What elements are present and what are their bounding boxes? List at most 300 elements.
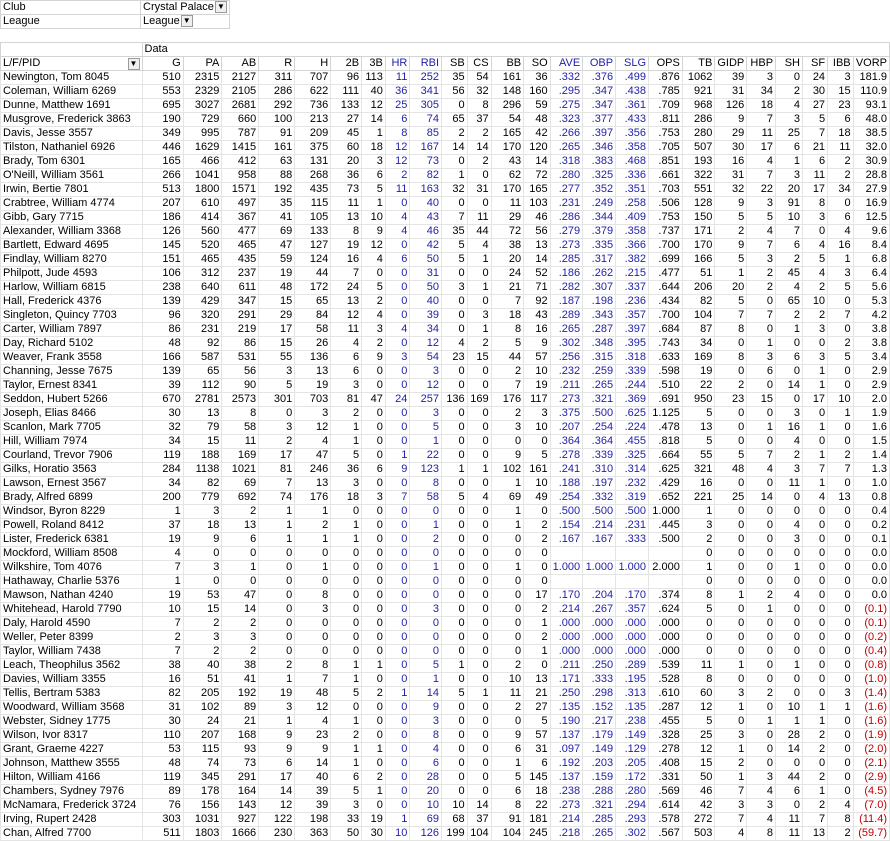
stat-cell: .282 [550, 281, 583, 295]
stat-cell: .644 [649, 281, 683, 295]
stat-cell: 156 [183, 799, 222, 813]
table-row [1, 575, 890, 589]
stat-cell: 30 [362, 827, 386, 841]
player-name-cell[interactable]: Newington, Tom 8045 [1, 71, 143, 85]
stat-cell: 0 [491, 575, 524, 589]
stat-cell: 0 [442, 547, 468, 561]
stat-cell: 7 [828, 463, 854, 477]
stat-cell: .218 [550, 827, 583, 841]
stat-cell: 74 [410, 113, 442, 127]
stat-cell: .000 [583, 631, 616, 645]
column-header[interactable]: OBP [583, 57, 616, 71]
player-name-cell[interactable]: Lawson, Ernest 3567 [1, 477, 143, 491]
stat-cell: 4 [803, 267, 828, 281]
column-header[interactable]: H [295, 57, 331, 71]
stat-cell: 3 [410, 715, 442, 729]
stat-cell: 209 [295, 127, 331, 141]
stat-cell: (2.0) [853, 743, 889, 757]
stat-cell: 2 [803, 771, 828, 785]
stat-cell: .709 [649, 99, 683, 113]
player-name-cell[interactable]: Brady, Alfred 6899 [1, 491, 143, 505]
stat-cell: 71 [524, 281, 551, 295]
stat-cell: 5 [682, 715, 715, 729]
stat-cell: 0 [682, 617, 715, 631]
stat-cell: 3 [747, 799, 776, 813]
stat-cell: 79 [183, 421, 222, 435]
player-name-cell[interactable]: Musgrove, Frederick 3863 [1, 113, 143, 127]
stat-cell: 3 [715, 687, 747, 701]
player-name-cell[interactable]: Alexander, William 3368 [1, 225, 143, 239]
player-name-cell[interactable]: Bartlett, Edward 4695 [1, 239, 143, 253]
stat-cell: 21 [803, 141, 828, 155]
stat-cell: 10 [410, 799, 442, 813]
stat-cell: 2 [682, 533, 715, 547]
filter-dropdown-icon[interactable]: ▼ [215, 1, 227, 13]
stat-cell: 1 [142, 505, 183, 519]
stat-cell: 0 [491, 547, 524, 561]
stat-cell: 3 [682, 519, 715, 533]
player-name-cell[interactable]: Seddon, Hubert 5266 [1, 393, 143, 407]
column-header[interactable]: SLG [616, 57, 649, 71]
player-name-cell[interactable]: McNamara, Frederick 3724 [1, 799, 143, 813]
stat-cell: 0 [362, 575, 386, 589]
stat-cell: .699 [649, 253, 683, 267]
stat-cell: 102 [183, 701, 222, 715]
stat-cell: 40 [410, 295, 442, 309]
stat-cell: 113 [362, 71, 386, 85]
player-name-cell[interactable]: Windsor, Byron 8229 [1, 505, 143, 519]
stat-cell: 0 [828, 561, 854, 575]
stat-cell: 0 [467, 645, 491, 659]
stat-cell: 1 [491, 757, 524, 771]
player-name-cell[interactable]: Webster, Sidney 1775 [1, 715, 143, 729]
stat-cell: 145 [142, 239, 183, 253]
stat-cell: 104 [467, 827, 491, 841]
stat-cell: 0 [828, 673, 854, 687]
stat-cell: 2 [524, 631, 551, 645]
player-name-cell[interactable]: Taylor, Ernest 8341 [1, 379, 143, 393]
player-name-cell[interactable]: Whitehead, Harold 7790 [1, 603, 143, 617]
stat-cell: .358 [616, 141, 649, 155]
column-header[interactable]: R [259, 57, 295, 71]
stat-cell: 81 [259, 463, 295, 477]
stat-cell: 6 [362, 463, 386, 477]
player-name-cell[interactable]: Weaver, Frank 3558 [1, 351, 143, 365]
column-header[interactable]: HR [385, 57, 409, 71]
stat-cell: 11 [222, 435, 259, 449]
column-header[interactable]: SB [442, 57, 468, 71]
stat-cell: 43 [410, 211, 442, 225]
stat-cell: 19 [524, 379, 551, 393]
stat-cell: 31 [715, 169, 747, 183]
stat-cell: 4 [142, 547, 183, 561]
player-name-cell[interactable]: Singleton, Quincy 7703 [1, 309, 143, 323]
stat-cell: 5 [442, 253, 468, 267]
stat-cell: 10 [142, 603, 183, 617]
stat-cell: 21 [524, 687, 551, 701]
column-header[interactable]: 2B [331, 57, 362, 71]
stat-cell: .198 [583, 295, 616, 309]
stat-cell: 0 [524, 505, 551, 519]
column-header[interactable]: IBB [828, 57, 854, 71]
player-name-cell[interactable]: Woodward, William 3568 [1, 701, 143, 715]
stat-cell: 219 [222, 323, 259, 337]
stat-cell: 0 [442, 715, 468, 729]
stat-cell: 103 [524, 197, 551, 211]
stat-cell: 14 [467, 799, 491, 813]
stat-cell: .318 [616, 351, 649, 365]
player-name-cell[interactable]: Lister, Frederick 6381 [1, 533, 143, 547]
column-header[interactable]: VORP [853, 57, 889, 71]
stat-cell: 171 [682, 225, 715, 239]
stat-cell: 69 [259, 225, 295, 239]
column-header[interactable]: SO [524, 57, 551, 71]
player-name-cell[interactable]: Grant, Graeme 4227 [1, 743, 143, 757]
player-name-cell[interactable]: Tellis, Bertram 5383 [1, 687, 143, 701]
stat-cell: 205 [183, 687, 222, 701]
player-name-cell[interactable]: Taylor, William 7438 [1, 645, 143, 659]
stat-cell: .364 [550, 435, 583, 449]
stat-cell: 0 [803, 575, 828, 589]
stat-cell: 435 [222, 253, 259, 267]
stat-cell: 1.5 [853, 435, 889, 449]
stat-cell: 92 [524, 295, 551, 309]
stat-cell: 1 [803, 477, 828, 491]
row-label-header[interactable] [1, 57, 143, 71]
stat-cell: 0 [385, 701, 409, 715]
stat-cell: .000 [583, 645, 616, 659]
filter-row-league [1, 15, 230, 29]
player-name-cell[interactable]: Hill, William 7974 [1, 435, 143, 449]
stat-cell: 0 [467, 603, 491, 617]
player-name-cell[interactable]: Gilks, Horatio 3563 [1, 463, 143, 477]
stat-cell: 38.5 [853, 127, 889, 141]
stat-cell: 0 [259, 617, 295, 631]
stat-cell: .249 [583, 197, 616, 211]
data-caption-row [1, 43, 890, 57]
stat-cell: 23 [295, 729, 331, 743]
stat-cell: 6 [776, 785, 803, 799]
column-header[interactable]: AB [222, 57, 259, 71]
stat-cell: 8 [222, 407, 259, 421]
stat-cell: 0 [747, 547, 776, 561]
table-row [1, 253, 890, 267]
player-name-cell[interactable]: Courland, Trevor 7906 [1, 449, 143, 463]
stat-cell: 2 [362, 337, 386, 351]
player-name-cell[interactable]: Scanlon, Mark 7705 [1, 421, 143, 435]
stat-cell: .000 [550, 645, 583, 659]
stat-cell: 3 [259, 701, 295, 715]
stat-cell: 1 [747, 603, 776, 617]
player-name-cell[interactable]: Davies, William 3355 [1, 673, 143, 687]
stat-cell: 178 [183, 785, 222, 799]
stat-cell [583, 575, 616, 589]
stat-cell: 16 [142, 673, 183, 687]
stat-cell: 6.8 [853, 253, 889, 267]
player-name-cell[interactable]: Powell, Roland 8412 [1, 519, 143, 533]
stat-cell: 1 [259, 673, 295, 687]
stat-cell: 9 [524, 337, 551, 351]
stat-cell: 96 [331, 71, 362, 85]
stat-cell: 1 [410, 561, 442, 575]
stat-cell: 3 [828, 267, 854, 281]
stat-cell: .351 [616, 183, 649, 197]
player-name-cell[interactable]: Wilson, Ivor 8317 [1, 729, 143, 743]
stat-cell: 0 [410, 645, 442, 659]
stat-cell: 186 [142, 211, 183, 225]
stat-cell: 3 [828, 71, 854, 85]
stat-cell: 190 [142, 113, 183, 127]
column-header[interactable]: TB [682, 57, 715, 71]
stat-cell: 3 [183, 561, 222, 575]
stat-cell: (0.8) [853, 659, 889, 673]
player-name-cell[interactable]: Coleman, William 6269 [1, 85, 143, 99]
filter-dropdown-icon[interactable]: ▼ [181, 15, 193, 27]
stat-cell: 126 [715, 99, 747, 113]
player-name-cell[interactable]: Hathaway, Charlie 5376 [1, 575, 143, 589]
player-name-cell[interactable]: Chambers, Sydney 7976 [1, 785, 143, 799]
player-name-cell[interactable]: Hilton, William 4166 [1, 771, 143, 785]
stat-cell: 16 [828, 239, 854, 253]
player-name-cell[interactable]: O'Neill, William 3561 [1, 169, 143, 183]
stat-cell: 0 [491, 603, 524, 617]
stat-cell: 3 [776, 463, 803, 477]
stat-cell: 2 [183, 645, 222, 659]
stat-cell: 0 [259, 645, 295, 659]
stat-cell: 1 [776, 155, 803, 169]
report-filter-table [0, 0, 230, 29]
filter-league-dropdown[interactable] [141, 15, 230, 29]
stat-cell: 53 [142, 743, 183, 757]
stat-cell: 0 [362, 645, 386, 659]
column-header[interactable]: CS [467, 57, 491, 71]
stat-cell: 0 [828, 365, 854, 379]
stat-cell: .302 [616, 827, 649, 841]
stat-cell: 0 [682, 631, 715, 645]
player-name-cell[interactable]: Joseph, Elias 8466 [1, 407, 143, 421]
column-header[interactable]: SF [803, 57, 828, 71]
player-name-cell[interactable]: Harlow, William 6815 [1, 281, 143, 295]
stat-cell: 2 [803, 799, 828, 813]
player-name-cell[interactable]: Davis, Jesse 3557 [1, 127, 143, 141]
table-row [1, 309, 890, 323]
stat-cell: 0 [715, 533, 747, 547]
stat-cell: 510 [142, 71, 183, 85]
column-header[interactable]: PA [183, 57, 222, 71]
stat-cell: 59 [259, 253, 295, 267]
stat-cell: .500 [616, 505, 649, 519]
filter-row-club [1, 1, 230, 15]
row-filter-dropdown-icon[interactable]: ▼ [128, 58, 140, 70]
player-name-cell[interactable]: Day, Richard 5102 [1, 337, 143, 351]
player-name-cell[interactable]: Leach, Theophilus 3562 [1, 659, 143, 673]
stat-cell: .376 [583, 71, 616, 85]
column-header[interactable]: AVE [550, 57, 583, 71]
stat-cell: 0 [828, 743, 854, 757]
player-name-cell[interactable]: Hall, Frederick 4376 [1, 295, 143, 309]
stat-cell: 76 [142, 799, 183, 813]
column-header[interactable]: GIDP [715, 57, 747, 71]
stat-cell: 1 [331, 715, 362, 729]
stat-cell: .313 [616, 687, 649, 701]
stat-cell: 74 [183, 757, 222, 771]
player-name-cell[interactable]: Findlay, William 8270 [1, 253, 143, 267]
column-header[interactable]: RBI [410, 57, 442, 71]
filter-club-dropdown[interactable] [141, 1, 230, 15]
stat-cell: 74 [259, 491, 295, 505]
stat-cell: 188 [183, 449, 222, 463]
table-row [1, 785, 890, 799]
stat-cell: .137 [550, 729, 583, 743]
column-header[interactable]: 3B [362, 57, 386, 71]
stat-cell: 115 [183, 743, 222, 757]
stat-cell: 0 [385, 337, 409, 351]
stat-cell: 2105 [222, 85, 259, 99]
player-name-cell[interactable]: Irving, Rupert 2428 [1, 813, 143, 827]
column-header[interactable]: G [142, 57, 183, 71]
stat-cell: 257 [410, 393, 442, 407]
table-row [1, 547, 890, 561]
stat-cell: 303 [142, 813, 183, 827]
player-name-cell[interactable]: Wilkshire, Tom 4076 [1, 561, 143, 575]
stat-cell: 3 [715, 799, 747, 813]
stat-cell: 736 [295, 99, 331, 113]
stat-cell: 35 [442, 225, 468, 239]
player-name-cell[interactable]: Daly, Harold 4590 [1, 617, 143, 631]
stat-cell: 5 [524, 715, 551, 729]
stat-cell: 115 [295, 197, 331, 211]
stat-cell: 3 [776, 113, 803, 127]
stat-cell: 2329 [183, 85, 222, 99]
stat-cell: 0 [331, 575, 362, 589]
stat-cell: 0 [385, 547, 409, 561]
player-name-cell[interactable]: Philpott, Jude 4593 [1, 267, 143, 281]
stat-cell: 2 [491, 659, 524, 673]
stat-cell: 169 [222, 449, 259, 463]
column-header[interactable]: BB [491, 57, 524, 71]
stat-cell: 1415 [222, 141, 259, 155]
player-name-cell[interactable]: Brady, Tom 6301 [1, 155, 143, 169]
player-name-cell[interactable]: Tilston, Nathaniel 6926 [1, 141, 143, 155]
player-name-cell[interactable]: Mockford, William 8508 [1, 547, 143, 561]
stat-cell: 1571 [222, 183, 259, 197]
stat-cell: 0 [747, 631, 776, 645]
stat-cell: 2 [467, 127, 491, 141]
stat-cell: 72 [491, 225, 524, 239]
stat-cell: 3 [747, 351, 776, 365]
player-name-cell[interactable]: Irwin, Bertie 7801 [1, 183, 143, 197]
stat-cell: 16 [682, 477, 715, 491]
stat-cell: 73 [222, 757, 259, 771]
stat-cell: 0 [442, 785, 468, 799]
stat-cell: 1 [715, 589, 747, 603]
stat-cell: .347 [583, 85, 616, 99]
stat-cell: 5 [331, 785, 362, 799]
stat-cell: 106 [142, 267, 183, 281]
stat-cell: 347 [222, 295, 259, 309]
stat-cell: 1 [828, 407, 854, 421]
stat-cell: 1031 [183, 813, 222, 827]
stat-cell: .569 [649, 785, 683, 799]
player-name-cell[interactable]: Chan, Alfred 7700 [1, 827, 143, 841]
player-name-cell[interactable]: Mawson, Nathan 4240 [1, 589, 143, 603]
column-header[interactable]: OPS [649, 57, 683, 71]
stat-cell: .280 [550, 169, 583, 183]
stat-cell: 0 [385, 757, 409, 771]
stat-cell: 0 [747, 295, 776, 309]
stat-cell: 7 [747, 113, 776, 127]
stat-cell: 0 [362, 435, 386, 449]
stat-cell: 1 [803, 449, 828, 463]
player-name-cell[interactable]: Dunne, Matthew 1691 [1, 99, 143, 113]
stat-cell: .258 [616, 197, 649, 211]
filter-label: Club [1, 1, 141, 15]
stat-cell: 16 [331, 253, 362, 267]
stat-cell: .578 [649, 813, 683, 827]
stat-cell: .331 [649, 771, 683, 785]
stat-cell: 4 [410, 743, 442, 757]
stat-cell: 2 [410, 533, 442, 547]
stat-cell: 0 [362, 449, 386, 463]
stat-cell: 42 [682, 799, 715, 813]
player-name-cell[interactable]: Weller, Peter 8399 [1, 631, 143, 645]
stat-cell: (0.1) [853, 603, 889, 617]
player-name-cell[interactable]: Crabtree, William 4774 [1, 197, 143, 211]
player-name-cell[interactable]: Channing, Jesse 7675 [1, 365, 143, 379]
stat-cell: .231 [616, 519, 649, 533]
stat-cell: 39 [410, 309, 442, 323]
stat-cell: 0 [828, 757, 854, 771]
stat-cell: 2 [715, 225, 747, 239]
stat-cell: .344 [583, 211, 616, 225]
player-name-cell[interactable]: Gibb, Gary 7715 [1, 211, 143, 225]
stat-cell: 14 [222, 603, 259, 617]
stat-cell: 18 [362, 141, 386, 155]
stat-cell: 322 [682, 169, 715, 183]
stat-cell: .366 [616, 239, 649, 253]
stat-cell: .277 [550, 183, 583, 197]
column-header[interactable]: HBP [747, 57, 776, 71]
table-row [1, 463, 890, 477]
stat-cell: 1 [776, 323, 803, 337]
stat-cell: 32 [715, 183, 747, 197]
player-name-cell[interactable]: Johnson, Matthew 3555 [1, 757, 143, 771]
stat-cell: 4 [467, 239, 491, 253]
stat-cell: 0 [776, 337, 803, 351]
stat-cell: 0 [467, 435, 491, 449]
stat-cell: 0 [385, 575, 409, 589]
stat-cell: 1062 [682, 71, 715, 85]
stat-cell: 14 [747, 491, 776, 505]
stat-cell: 0 [682, 547, 715, 561]
column-header[interactable]: SH [776, 57, 803, 71]
stat-cell: 4 [362, 309, 386, 323]
stat-cell: 112 [183, 379, 222, 393]
stat-cell: 0 [259, 589, 295, 603]
stat-cell: 2 [524, 519, 551, 533]
stat-cell: 1 [385, 813, 409, 827]
stat-cell: 0 [385, 421, 409, 435]
stat-cell: 3 [747, 71, 776, 85]
table-row [1, 505, 890, 519]
stat-cell: 15 [682, 757, 715, 771]
stat-cell: 5 [442, 491, 468, 505]
stat-cell: .851 [649, 155, 683, 169]
player-name-cell[interactable]: Carter, William 7897 [1, 323, 143, 337]
stat-cell: 19 [295, 379, 331, 393]
stat-cell: 3 [385, 351, 409, 365]
stat-cell: 3 [362, 323, 386, 337]
